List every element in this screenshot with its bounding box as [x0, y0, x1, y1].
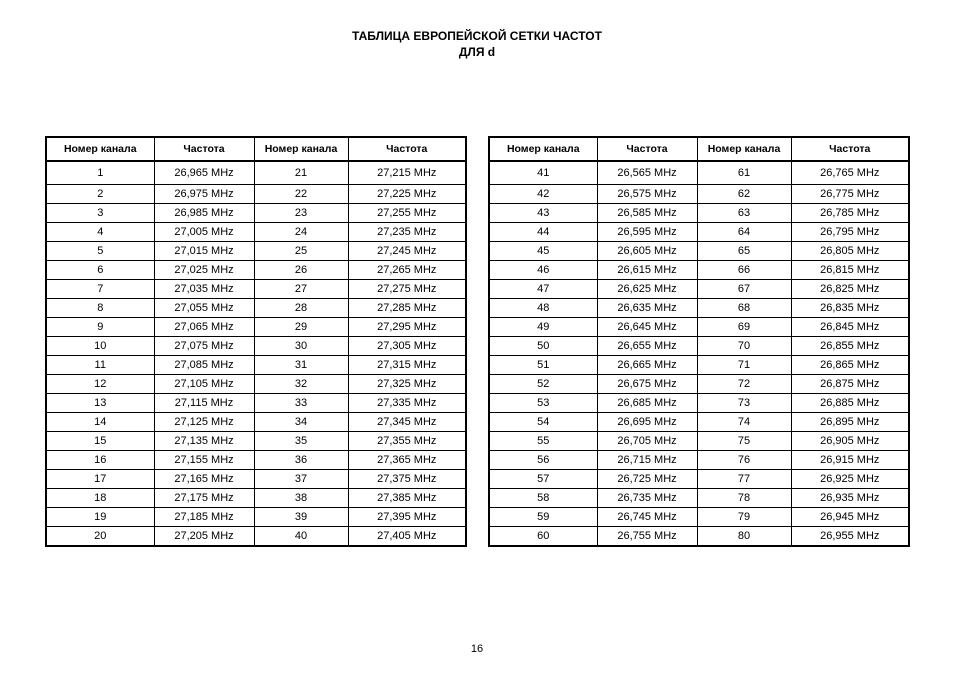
- frequency-cell: 26,705 MHz: [597, 432, 697, 451]
- header-frequency: Частота: [791, 137, 909, 161]
- frequency-cell: 26,765 MHz: [791, 161, 909, 185]
- channel-number-cell: 16: [46, 451, 154, 470]
- table-row: [489, 337, 909, 356]
- table-row: [489, 508, 909, 527]
- frequency-cell: 26,985 MHz: [154, 204, 254, 223]
- channel-number-cell: 48: [489, 299, 597, 318]
- table-row: [489, 318, 909, 337]
- page-title: [0, 28, 954, 60]
- frequency-cell: 27,025 MHz: [154, 261, 254, 280]
- frequency-cell: 27,395 MHz: [348, 508, 466, 527]
- table-row: [46, 394, 466, 413]
- channel-number-cell: 49: [489, 318, 597, 337]
- frequency-cell: 26,905 MHz: [791, 432, 909, 451]
- channel-number-cell: 19: [46, 508, 154, 527]
- frequency-cell: 27,205 MHz: [154, 527, 254, 547]
- frequency-cell: 27,055 MHz: [154, 299, 254, 318]
- channel-number-cell: 40: [254, 527, 348, 547]
- table-row: [46, 527, 466, 547]
- channel-number-cell: 22: [254, 185, 348, 204]
- frequency-cell: 27,365 MHz: [348, 451, 466, 470]
- channel-number-cell: 75: [697, 432, 791, 451]
- frequency-cell: 27,355 MHz: [348, 432, 466, 451]
- channel-number-cell: 57: [489, 470, 597, 489]
- frequency-cell: 26,915 MHz: [791, 451, 909, 470]
- frequency-cell: 26,615 MHz: [597, 261, 697, 280]
- channel-number-cell: 15: [46, 432, 154, 451]
- frequency-cell: 26,945 MHz: [791, 508, 909, 527]
- channel-number-cell: 37: [254, 470, 348, 489]
- table-row: [489, 261, 909, 280]
- frequency-cell: 27,405 MHz: [348, 527, 466, 547]
- table-row: [46, 489, 466, 508]
- frequency-cell: 26,875 MHz: [791, 375, 909, 394]
- header-channel-number: Номер канала: [489, 137, 597, 161]
- frequency-cell: 26,675 MHz: [597, 375, 697, 394]
- channel-number-cell: 71: [697, 356, 791, 375]
- frequency-cell: 27,375 MHz: [348, 470, 466, 489]
- frequency-cell: 26,775 MHz: [791, 185, 909, 204]
- frequency-cell: 26,975 MHz: [154, 185, 254, 204]
- frequency-table-right: [488, 136, 910, 547]
- frequency-cell: 26,795 MHz: [791, 223, 909, 242]
- frequency-cell: 26,715 MHz: [597, 451, 697, 470]
- channel-number-cell: 41: [489, 161, 597, 185]
- frequency-cell: 27,075 MHz: [154, 337, 254, 356]
- header-frequency: Частота: [154, 137, 254, 161]
- frequency-cell: 26,665 MHz: [597, 356, 697, 375]
- frequency-cell: 27,345 MHz: [348, 413, 466, 432]
- frequency-cell: 26,595 MHz: [597, 223, 697, 242]
- channel-number-cell: 8: [46, 299, 154, 318]
- table-row: [489, 299, 909, 318]
- frequency-cell: 27,015 MHz: [154, 242, 254, 261]
- frequency-cell: 27,155 MHz: [154, 451, 254, 470]
- channel-number-cell: 46: [489, 261, 597, 280]
- channel-number-cell: 32: [254, 375, 348, 394]
- frequency-cell: 27,235 MHz: [348, 223, 466, 242]
- channel-number-cell: 65: [697, 242, 791, 261]
- table-row: [46, 375, 466, 394]
- channel-number-cell: 77: [697, 470, 791, 489]
- channel-number-cell: 7: [46, 280, 154, 299]
- channel-number-cell: 30: [254, 337, 348, 356]
- channel-number-cell: 52: [489, 375, 597, 394]
- channel-number-cell: 61: [697, 161, 791, 185]
- header-channel-number: Номер канала: [254, 137, 348, 161]
- channel-number-cell: 27: [254, 280, 348, 299]
- channel-number-cell: 42: [489, 185, 597, 204]
- channel-number-cell: 66: [697, 261, 791, 280]
- channel-number-cell: 60: [489, 527, 597, 547]
- header-frequency: Частота: [597, 137, 697, 161]
- channel-number-cell: 45: [489, 242, 597, 261]
- header-frequency: Частота: [348, 137, 466, 161]
- frequency-cell: 27,265 MHz: [348, 261, 466, 280]
- table-row: [489, 161, 909, 185]
- table-row: [46, 470, 466, 489]
- frequency-table-left: [45, 136, 467, 547]
- channel-number-cell: 68: [697, 299, 791, 318]
- frequency-cell: 27,285 MHz: [348, 299, 466, 318]
- channel-number-cell: 6: [46, 261, 154, 280]
- channel-number-cell: 35: [254, 432, 348, 451]
- title-line-1: ТАБЛИЦА ЕВРОПЕЙСКОЙ СЕТКИ ЧАСТОТ: [352, 29, 602, 43]
- channel-number-cell: 14: [46, 413, 154, 432]
- frequency-cell: 26,805 MHz: [791, 242, 909, 261]
- frequency-cell: 27,135 MHz: [154, 432, 254, 451]
- channel-number-cell: 12: [46, 375, 154, 394]
- channel-number-cell: 38: [254, 489, 348, 508]
- channel-number-cell: 70: [697, 337, 791, 356]
- channel-number-cell: 9: [46, 318, 154, 337]
- table-row: [46, 432, 466, 451]
- channel-number-cell: 39: [254, 508, 348, 527]
- channel-number-cell: 24: [254, 223, 348, 242]
- channel-number-cell: 25: [254, 242, 348, 261]
- channel-number-cell: 59: [489, 508, 597, 527]
- frequency-cell: 27,005 MHz: [154, 223, 254, 242]
- channel-number-cell: 55: [489, 432, 597, 451]
- channel-number-cell: 10: [46, 337, 154, 356]
- frequency-cell: 26,725 MHz: [597, 470, 697, 489]
- channel-number-cell: 36: [254, 451, 348, 470]
- channel-number-cell: 76: [697, 451, 791, 470]
- channel-number-cell: 34: [254, 413, 348, 432]
- frequency-cell: 26,625 MHz: [597, 280, 697, 299]
- frequency-cell: 26,645 MHz: [597, 318, 697, 337]
- title-line-2: ДЛЯ d: [458, 45, 496, 59]
- frequency-cell: 26,925 MHz: [791, 470, 909, 489]
- frequency-cell: 26,825 MHz: [791, 280, 909, 299]
- channel-number-cell: 33: [254, 394, 348, 413]
- frequency-cell: 27,165 MHz: [154, 470, 254, 489]
- frequency-cell: 27,065 MHz: [154, 318, 254, 337]
- channel-number-cell: 58: [489, 489, 597, 508]
- frequency-cell: 26,815 MHz: [791, 261, 909, 280]
- frequency-cell: 27,035 MHz: [154, 280, 254, 299]
- frequency-cell: 26,965 MHz: [154, 161, 254, 185]
- frequency-cell: 26,885 MHz: [791, 394, 909, 413]
- channel-number-cell: 62: [697, 185, 791, 204]
- table-row: [46, 280, 466, 299]
- channel-number-cell: 28: [254, 299, 348, 318]
- channel-number-cell: 31: [254, 356, 348, 375]
- channel-number-cell: 53: [489, 394, 597, 413]
- frequency-cell: 27,385 MHz: [348, 489, 466, 508]
- channel-number-cell: 44: [489, 223, 597, 242]
- frequency-cell: 26,565 MHz: [597, 161, 697, 185]
- table-header-row: [489, 137, 909, 161]
- header-channel-number: Номер канала: [46, 137, 154, 161]
- channel-number-cell: 2: [46, 185, 154, 204]
- table-row: [489, 204, 909, 223]
- frequency-cell: 27,325 MHz: [348, 375, 466, 394]
- table-row: [46, 261, 466, 280]
- table-row: [489, 280, 909, 299]
- table-row: [489, 432, 909, 451]
- channel-number-cell: 47: [489, 280, 597, 299]
- table-row: [46, 451, 466, 470]
- table-row: [489, 451, 909, 470]
- frequency-cell: 26,605 MHz: [597, 242, 697, 261]
- frequency-cell: 26,895 MHz: [791, 413, 909, 432]
- channel-number-cell: 26: [254, 261, 348, 280]
- table-row: [489, 375, 909, 394]
- frequency-cell: 27,215 MHz: [348, 161, 466, 185]
- frequency-cell: 26,845 MHz: [791, 318, 909, 337]
- frequency-cell: 26,745 MHz: [597, 508, 697, 527]
- channel-number-cell: 74: [697, 413, 791, 432]
- frequency-cell: 26,955 MHz: [791, 527, 909, 547]
- frequency-cell: 27,225 MHz: [348, 185, 466, 204]
- channel-number-cell: 11: [46, 356, 154, 375]
- frequency-cell: 27,085 MHz: [154, 356, 254, 375]
- channel-number-cell: 20: [46, 527, 154, 547]
- header-channel-number: Номер канала: [697, 137, 791, 161]
- frequency-cell: 27,245 MHz: [348, 242, 466, 261]
- frequency-cell: 26,935 MHz: [791, 489, 909, 508]
- channel-number-cell: 43: [489, 204, 597, 223]
- frequency-cell: 26,585 MHz: [597, 204, 697, 223]
- channel-number-cell: 5: [46, 242, 154, 261]
- table-row: [489, 394, 909, 413]
- table-row: [46, 185, 466, 204]
- channel-number-cell: 56: [489, 451, 597, 470]
- channel-number-cell: 13: [46, 394, 154, 413]
- table-header-row: [46, 137, 466, 161]
- frequency-cell: 27,295 MHz: [348, 318, 466, 337]
- channel-number-cell: 23: [254, 204, 348, 223]
- table-row: [46, 413, 466, 432]
- frequency-cell: 27,335 MHz: [348, 394, 466, 413]
- channel-number-cell: 50: [489, 337, 597, 356]
- channel-number-cell: 18: [46, 489, 154, 508]
- table-row: [46, 223, 466, 242]
- frequency-cell: 27,185 MHz: [154, 508, 254, 527]
- frequency-cell: 26,735 MHz: [597, 489, 697, 508]
- table-row: [46, 161, 466, 185]
- channel-number-cell: 29: [254, 318, 348, 337]
- channel-number-cell: 67: [697, 280, 791, 299]
- table-row: [489, 527, 909, 547]
- frequency-cell: 26,695 MHz: [597, 413, 697, 432]
- frequency-cell: 27,275 MHz: [348, 280, 466, 299]
- frequency-cell: 27,125 MHz: [154, 413, 254, 432]
- table-row: [46, 204, 466, 223]
- frequency-cell: 26,755 MHz: [597, 527, 697, 547]
- frequency-cell: 26,865 MHz: [791, 356, 909, 375]
- frequency-cell: 26,575 MHz: [597, 185, 697, 204]
- frequency-cell: 27,315 MHz: [348, 356, 466, 375]
- frequency-cell: 26,685 MHz: [597, 394, 697, 413]
- table-row: [489, 489, 909, 508]
- frequency-cell: 27,175 MHz: [154, 489, 254, 508]
- channel-number-cell: 3: [46, 204, 154, 223]
- channel-number-cell: 51: [489, 356, 597, 375]
- channel-number-cell: 78: [697, 489, 791, 508]
- channel-number-cell: 17: [46, 470, 154, 489]
- frequency-cell: 27,105 MHz: [154, 375, 254, 394]
- channel-number-cell: 54: [489, 413, 597, 432]
- table-row: [489, 356, 909, 375]
- table-row: [46, 299, 466, 318]
- table-row: [489, 470, 909, 489]
- channel-number-cell: 1: [46, 161, 154, 185]
- table-row: [46, 242, 466, 261]
- frequency-cell: 26,835 MHz: [791, 299, 909, 318]
- channel-number-cell: 69: [697, 318, 791, 337]
- channel-number-cell: 80: [697, 527, 791, 547]
- table-row: [489, 413, 909, 432]
- table-row: [489, 242, 909, 261]
- channel-number-cell: 73: [697, 394, 791, 413]
- channel-number-cell: 72: [697, 375, 791, 394]
- frequency-cell: 26,855 MHz: [791, 337, 909, 356]
- table-row: [489, 223, 909, 242]
- table-row: [46, 356, 466, 375]
- frequency-cell: 27,255 MHz: [348, 204, 466, 223]
- channel-number-cell: 79: [697, 508, 791, 527]
- channel-number-cell: 4: [46, 223, 154, 242]
- page-number: 16: [470, 643, 484, 655]
- channel-number-cell: 63: [697, 204, 791, 223]
- table-row: [46, 508, 466, 527]
- table-row: [489, 185, 909, 204]
- channel-number-cell: 21: [254, 161, 348, 185]
- frequency-cell: 26,635 MHz: [597, 299, 697, 318]
- table-row: [46, 318, 466, 337]
- frequency-cell: 27,305 MHz: [348, 337, 466, 356]
- channel-number-cell: 64: [697, 223, 791, 242]
- frequency-cell: 26,655 MHz: [597, 337, 697, 356]
- frequency-cell: 26,785 MHz: [791, 204, 909, 223]
- frequency-cell: 27,115 MHz: [154, 394, 254, 413]
- table-row: [46, 337, 466, 356]
